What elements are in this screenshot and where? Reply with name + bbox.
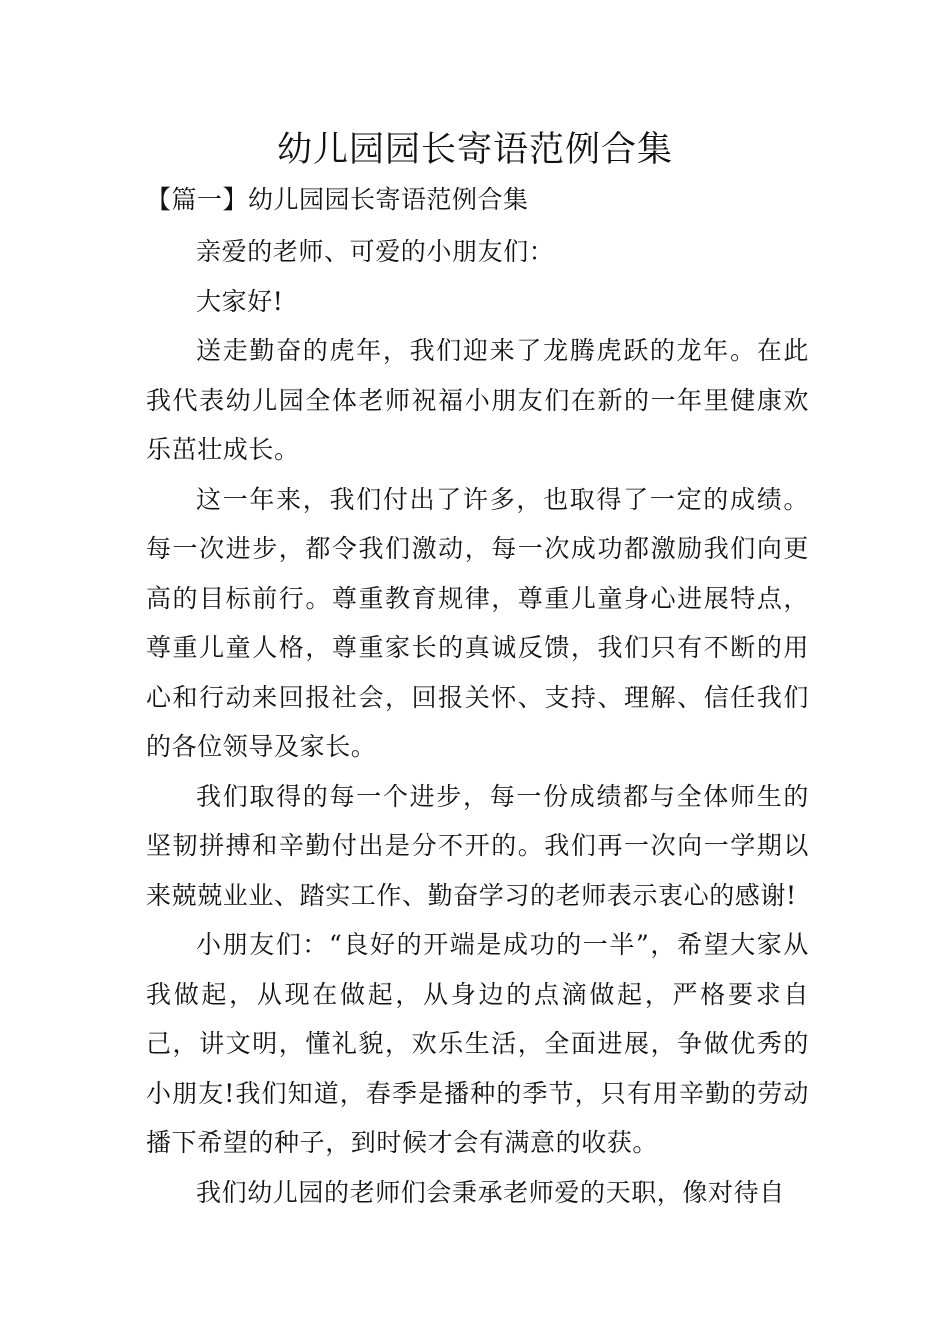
- paragraph: 这一年来，我们付出了许多，也取得了一定的成绩。每一次进步，都令我们激动，每一次成功都激励我们向更高的目标前行。尊重教育规律，尊重儿童身心进展特点，尊重儿童人格，尊重家长的真诚反馈，我们只有不断的用心和行动来回报社会，回报关怀、支持、理解、信任我们的各位领导及家长。: [146, 484, 809, 761]
- document-body: [146, 227, 809, 1217]
- paragraph-greeting: 亲爱的老师、可爱的小朋友们：: [196, 237, 555, 266]
- document-title: 幼儿园园长寄语范例合集: [276, 130, 673, 170]
- paragraph: 小朋友们：“良好的开端是成功的一半”，希望大家从我做起，从现在做起，从身边的点滴做起，严格要求自己，讲文明，懂礼貌，欢乐生活，全面进展，争做优秀的小朋友!我们知道，春季是播种的季节，只有用辛勤的劳动播下希望的种子，到时候才会有满意的收获。: [146, 930, 809, 1157]
- paragraph: 我们幼儿园的老师们会秉承老师爱的天职，像对待自: [196, 1177, 785, 1207]
- paragraph: 我们取得的每一个进步，每一份成绩都与全体师生的坚韧拼搏和辛勤付出是分不开的。我们再一次向一学期以来兢兢业业、踏实工作、勤奋学习的老师表示衷心的感谢!: [146, 781, 809, 910]
- paragraph: 送走勤奋的虎年，我们迎来了龙腾虎跃的龙年。在此我代表幼儿园全体老师祝福小朋友们在新的一年里健康欢乐茁壮成长。: [146, 336, 809, 464]
- section-heading: 【篇一】幼儿园园长寄语范例合集: [146, 185, 529, 214]
- paragraph-hello: 大家好!: [196, 286, 284, 316]
